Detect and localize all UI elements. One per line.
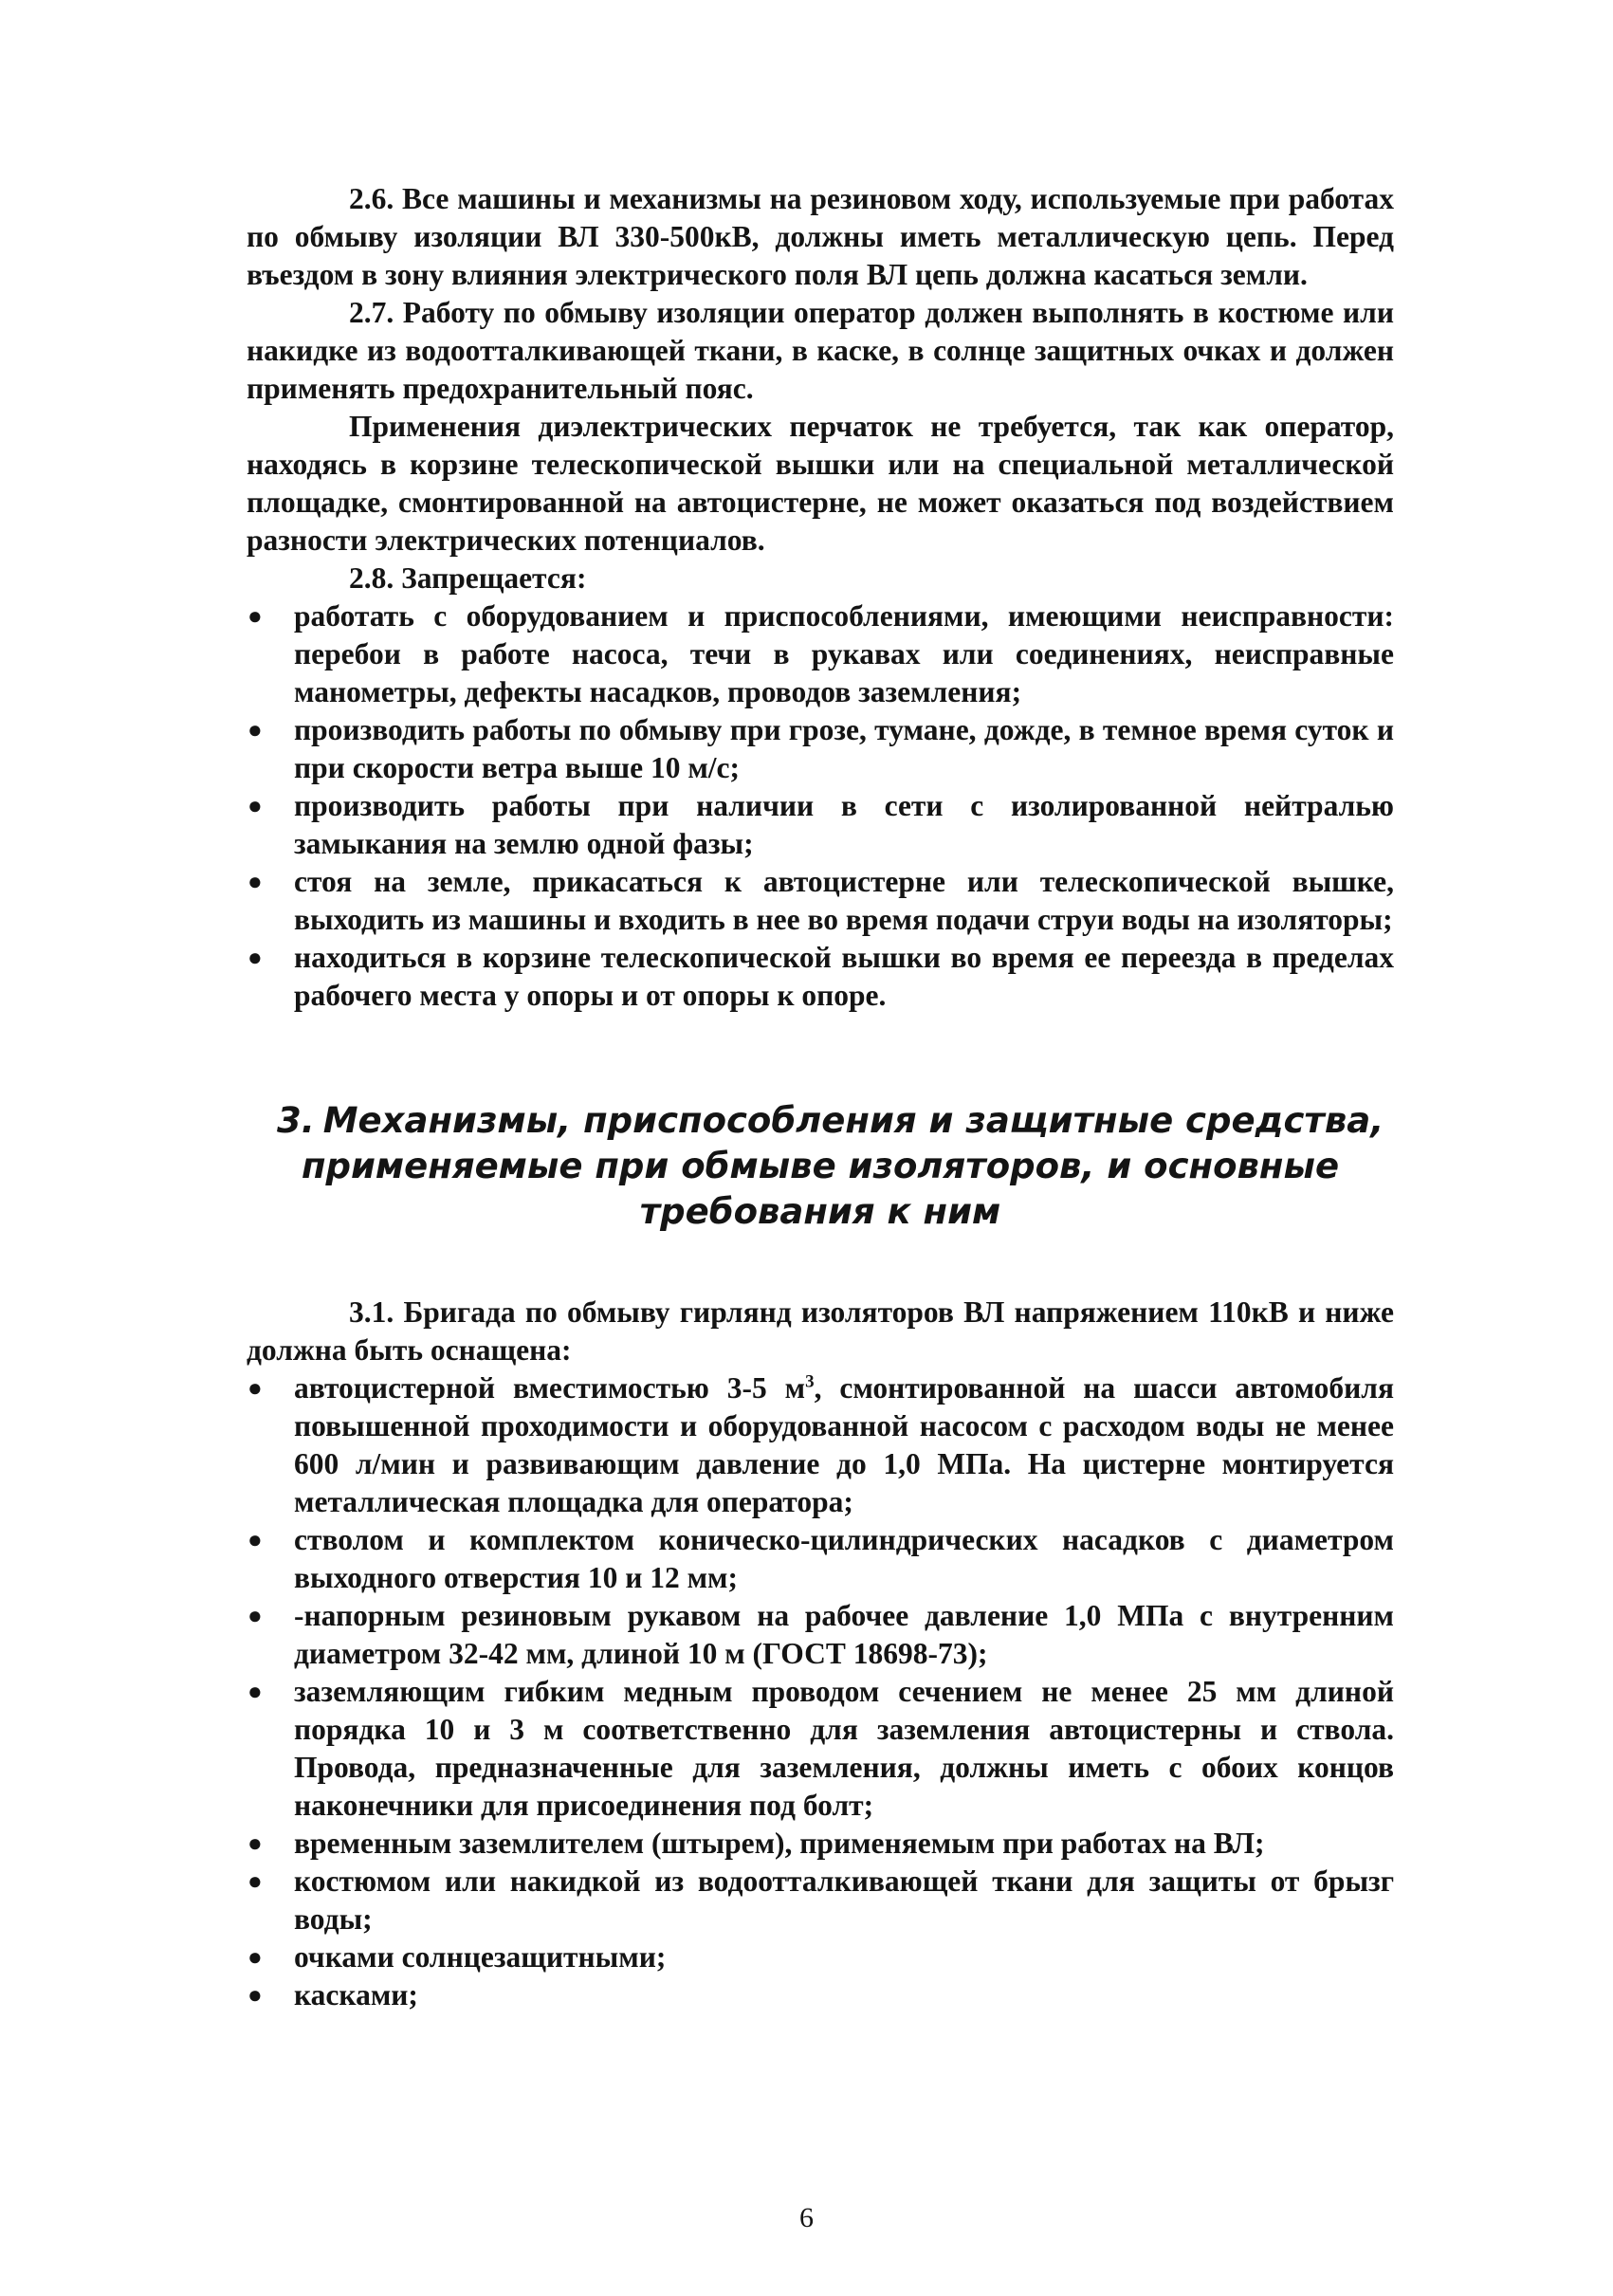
bullet-icon: ● (247, 1678, 263, 1705)
bullet-icon: ● (247, 944, 263, 971)
paragraph-2-7-gloves: Применения диэлектрических перчаток не требуется, так как оператор, находясь в корзине телескопической вышки или на специальной металлической площадке, смонтированной на автоцистерне, не может оказаться под воздействием разности электрических потенциалов. (247, 410, 1394, 557)
list-item: ● очками солнцезащитными; (247, 1938, 1394, 1976)
paragraph-2-7: 2.7. Работу по обмыву изоляции оператор должен выполнять в костюме или накидке из водоотталкивающей ткани, в каске, в солнце защитных очках и должен применять предохранительный пояс. (247, 296, 1394, 405)
paragraph-3-1: 3.1. Бригада по обмыву гирлянд изоляторов ВЛ напряжением 110кВ и ниже должна быть оснащена: (247, 1295, 1394, 1367)
equipment-list (247, 1369, 1394, 2014)
section-title-line: требования к ним (639, 1191, 1001, 1232)
list-item: ● временным заземлителем (штырем), применяемым при работах на ВЛ; (247, 1825, 1394, 1863)
prohibited-list (247, 597, 1394, 1015)
list-item: ● заземляющим гибким медным проводом сечением не менее 25 мм длиной порядка 10 и 3 м соответственно для заземления автоцистерны и ствола. Провода, предназначенные для заземления, должны иметь с обоих концов наконечники для присоединения под болт; (247, 1675, 1394, 1822)
document-page (247, 180, 1394, 2014)
bullet-icon: ● (247, 1943, 263, 1971)
section-number: 3. (277, 1100, 315, 1141)
list-item: ● касками; (247, 1976, 1394, 2014)
page-number: 6 (799, 2202, 814, 2233)
list-item: ● -напорным резиновым рукавом на рабочее давление 1,0 МПа с внутренним диаметром 32-42 мм, длиной 10 м (ГОСТ 18698-73); (247, 1599, 1394, 1670)
bullet-icon: ● (247, 1374, 263, 1402)
bullet-icon: ● (247, 1602, 263, 1629)
bullet-icon: ● (247, 1829, 263, 1857)
bullet-icon: ● (247, 1526, 263, 1553)
section-title-line: применяемые при обмыве изоляторов, и основные (301, 1146, 1340, 1186)
bullet-icon: ● (247, 1867, 263, 1895)
list-item: ● стоя на земле, прикасаться к автоцистерне или телескопической вышке, выходить из машины и входить в нее во время подачи струи воды на изоляторы; (247, 865, 1394, 936)
section-3-heading (247, 1098, 1394, 1235)
list-item: ● производить работы при наличии в сети с изолированной нейтралью замыкания на землю одной фазы; (247, 789, 1394, 860)
list-item: ● находиться в корзине телескопической вышки во время ее переезда в пределах рабочего места у опоры и от опоры к опоре. (247, 941, 1394, 1012)
list-item: ● стволом и комплектом коническо-цилиндрических насадков с диаметром выходного отверстия 10 и 12 мм; (247, 1523, 1394, 1594)
list-item: ● костюмом или накидкой из водоотталкивающей ткани для защиты от брызг воды; (247, 1864, 1394, 1936)
bullet-icon: ● (247, 868, 263, 895)
paragraph-2-6: 2.6. Все машины и механизмы на резиновом ходу, используемые при работах по обмыву изоляции ВЛ 330-500кВ, должны иметь металлическую цепь. Перед въездом в зону влияния электрического поля ВЛ цепь должна касаться земли. (247, 182, 1394, 291)
section-title-line: Механизмы, приспособления и защитные средства, (322, 1100, 1384, 1141)
list-item: ● производить работы по обмыву при грозе, тумане, дожде, в темное время суток и при скорости ветра выше 10 м/с; (247, 713, 1394, 784)
paragraph-2-8: 2.8. Запрещается: (349, 561, 587, 595)
bullet-icon: ● (247, 1981, 263, 2009)
list-item: ● автоцистерной вместимостью 3-5 $м^3$, смонтированной на шасси автомобиля повышенной проходимости и оборудованной насосом с расходом воды не менее 600 л/мин и развивающим давление до 1,0 МПа. На цистерне монтируется металлическая площадка для оператора; (247, 1371, 1395, 1518)
bullet-icon: ● (247, 792, 263, 819)
bullet-icon: ● (247, 602, 263, 630)
list-item: ● работать с оборудованием и приспособлениями, имеющими неисправности: перебои в работе насоса, течи в рукавах или соединениях, неисправные манометры, дефекты насадков, проводов заземления; (247, 599, 1394, 708)
bullet-icon: ● (247, 716, 263, 744)
